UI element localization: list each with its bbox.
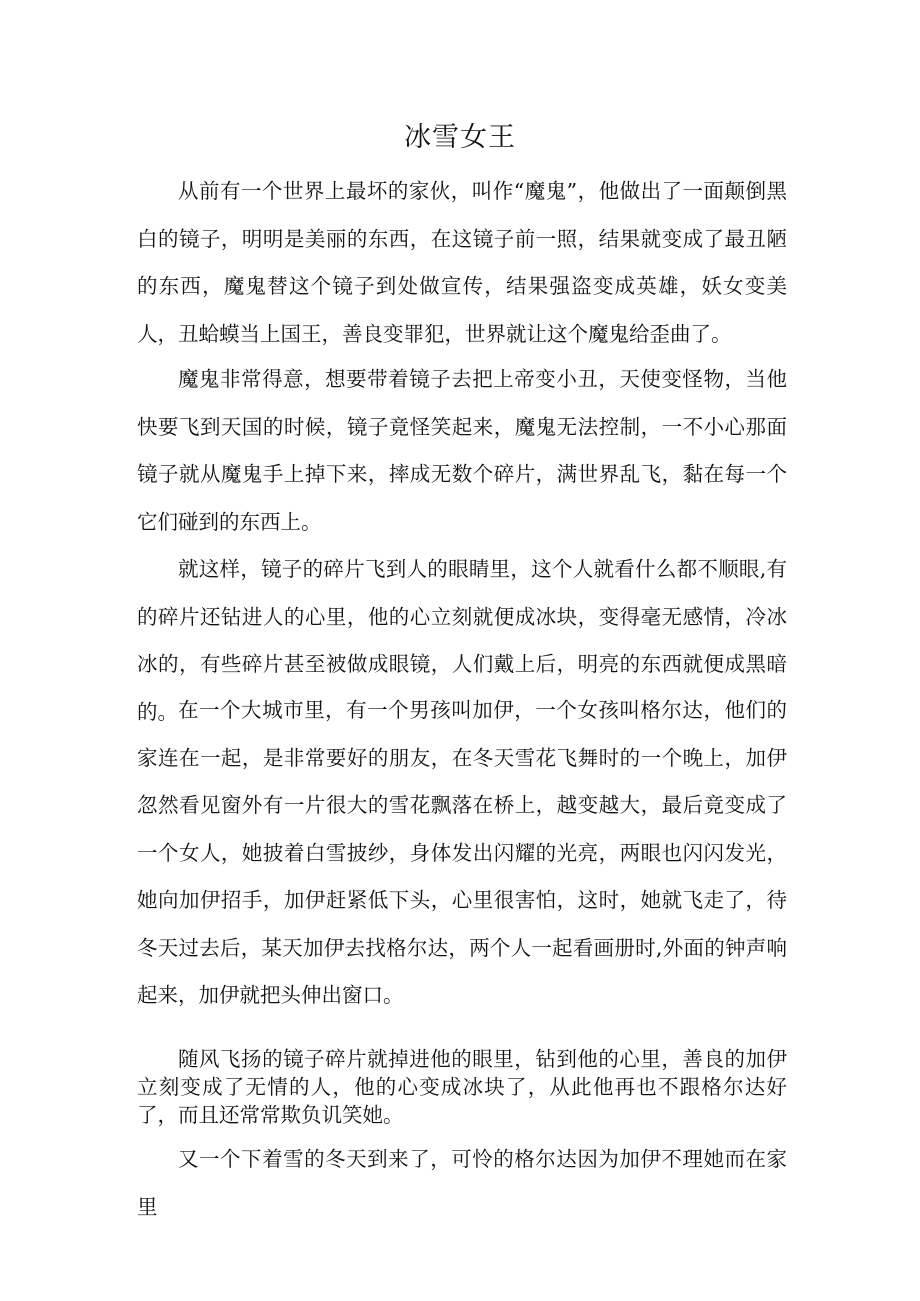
paragraph: 又一个下着雪的冬天到来了，可怜的格尔达因为加伊不理她而在家里 (137, 1147, 787, 1219)
document-title: 冰雪女王 (404, 122, 516, 153)
paragraph: 就这样，镜子的碎片飞到人的眼睛里，这个人就看什么都不顺眼,有的碎片还钻进人的心里，他的心立刻就便成冰块，变得毫无感情，冷冰冰的，有些碎片甚至被做成眼镜，人们戴上后，明亮的东西就便成黑暗的。 (137, 557, 787, 724)
paragraph: 随风飞扬的镜子碎片就掉进他的眼里，钻到他的心里，善良的加伊立刻变成了无情的人，他的心变成冰块了，从此他再也不跟格尔达好了，而且还常常欺负讥笑她。 (137, 1047, 787, 1127)
paragraph: 在一个大城市里，有一个男孩叫加伊，一个女孩叫格尔达，他们的家连在一起，是非常要好的朋友，在冬天雪花飞舞时的一个晚上，加伊忽然看见窗外有一片很大的雪花飘落在桥上，越变越大，最后竟变成了一个女人，她披着白雪披纱，身体发出闪耀的光亮，两眼也闪闪发光，她向加伊招手，加伊赶紧低下头，心里很害怕，这时，她就飞走了，待冬天过去后，某天加伊去找格尔达，两个人一起看画册时,外面的钟声响起来，加伊就把头伸出窗口。 (137, 698, 787, 1007)
paragraph: 魔鬼非常得意，想要带着镜子去把上帝变小丑，天使变怪物，当他快要飞到天国的时候，镜子竟怪笑起来，魔鬼无法控制，一不小心那面镜子就从魔鬼手上掉下来，摔成无数个碎片，满世界乱飞，黏在每一个它们碰到的东西上。 (137, 367, 787, 534)
paragraph: 从前有一个世界上最坏的家伙，叫作“魔鬼”，他做出了一面颠倒黑白的镜子，明明是美丽的东西，在这镜子前一照，结果就变成了最丑陋的东西，魔鬼替这个镜子到处做宣传，结果强盗变成英雄，妖女变美人，丑蛤蟆当上国王，善良变罪犯，世界就让这个魔鬼给歪曲了。 (137, 179, 787, 346)
